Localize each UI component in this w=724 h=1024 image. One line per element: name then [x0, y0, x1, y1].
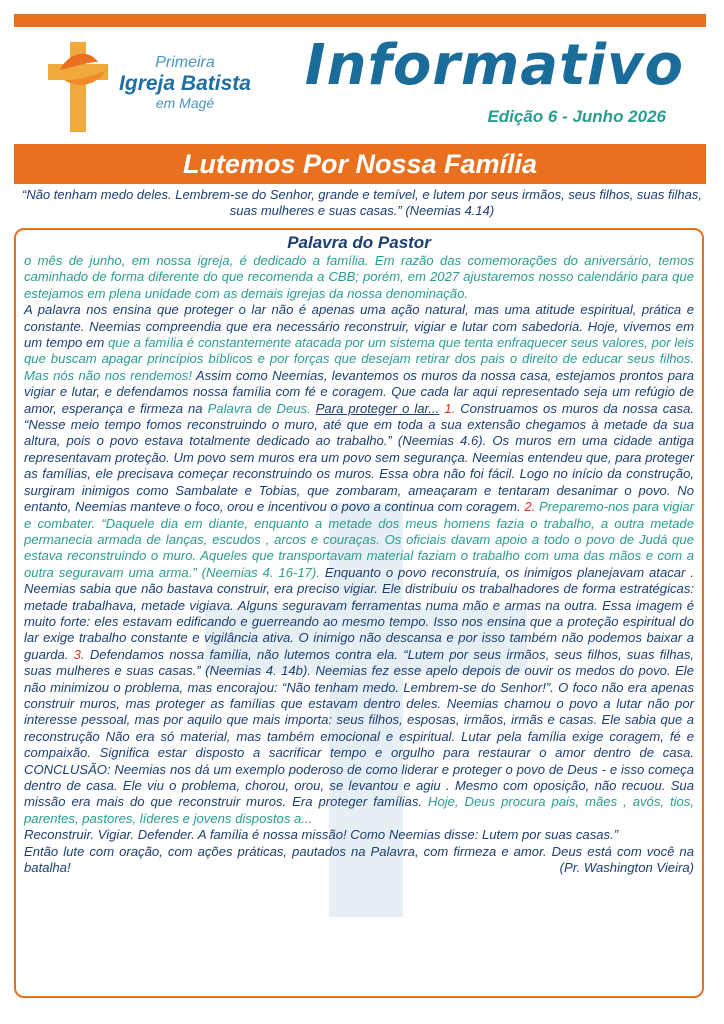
- epigraph-quote: “Não tenham medo deles. Lembrem-se do Senhor, grande e temível, e lutem por seus irmãos, seus filhos, suas filhas, suas mulheres e suas casas.” (Neemias 4.14): [22, 187, 702, 218]
- article-text-segment: Reconstruir. Vigiar. Defender. A família é nossa missão! Como Neemias disse: Lutem por suas casas.”: [24, 827, 619, 843]
- top-accent-bar: [14, 14, 706, 27]
- cross-icon: [48, 42, 108, 132]
- article-text-segment: A palavra nos ensina que proteger o lar não é apenas uma ação natural, mas uma atitude espiritual, prática e constante. Neemias compreendia que era necessário reconstruir, vigiar e lutar com sabedoria. Hoje, vivemos em um tempo em: [24, 302, 694, 351]
- article-text-segment: que a família é constantemente atacada por um sistema que tenta enfraquecer seus valores, por leis que buscam apagar princípios bíblicos e por forças que desejam retirar dos pais o direito de educar seus filhos. Mas nós não nos rendemos!: [24, 335, 694, 383]
- point-number: 2.: [524, 499, 536, 515]
- headline-banner: Lutemos Por Nossa Família: [14, 144, 706, 184]
- article-text-segment: Preparemo-nos para vigiar e combater. “Daquele dia em diante, enquanto a metade dos meus homens fazia o trabalho, a outra metade permanecia armada de lanças, escudos , arcos e couraças. Os oficiais davam apoio a todo o povo de Judá que estava reconstruindo o muro. Aqueles que transportavam material faziam o trabalho com uma das mãos e com a outra seguravam uma arma.” (Neemias 4. 16-17).: [24, 499, 695, 580]
- article-text-segment: Construamos os muros da nossa casa. “Nesse meio tempo fomos reconstruindo o muro, até que em toda a sua extensão chegamos à metade da sua altura, pois o povo estava totalmente dedicado ao trabalho.” (Neemias 4.6). Os muros em uma cidade antiga representavam proteção. Um povo sem muros era um povo sem segurança. Neemias entendeu que, para proteger as famílias, ele precisava começar reconstruindo os muros. Essa obra não foi fácil. Logo no início da construção, surgiram inimigos como Sambalate e Tobias, que zombaram, ameaçaram e tentaram desanimar o povo. No entanto, Neemias manteve o foco, orou e incentivou o povo a continua com coragem.: [24, 400, 694, 515]
- point-number: 1.: [444, 400, 456, 416]
- signature: (Pr. Washington Vieira): [559, 860, 694, 876]
- article-text-segment: Então lute com oração, com ações práticas, pautados na Palavra, com firmeza e amor. Deus está com você na batalha!: [24, 843, 694, 876]
- article-text-segment: o mês de junho, em nossa igreja, é dedicado a família. Em razão das comemorações do aniversário, temos caminhado de forma diferente do que recomenda a CBB; porém, em 2027 ajustaremos nosso calendário para que estejamos em plena unidade com as demais igrejas da nossa denominação.: [24, 253, 694, 301]
- article-body: [16, 253, 702, 876]
- article-text-segment: Defendamos nossa família, não lutemos contra ela. “Lutem por seus irmãos, seus filhos, suas filhas, suas mulheres e suas casas.” (Neemias 4. 14b). Neemias fez esse apelo depois de ouvir os medos do povo. Ele não minimizou o problema, mas encorajou: “Não tenham medo. Lembrem-se do Senhor!”. O foco não era apenas construir muros, mas proteger as famílias que estavam dentro deles. Neemias chamou o povo a lutar não por interesse pessoal, mas por aquilo que mais importa: seus filhos, esposas, irmãos, irmãs e casas. Ele sabia que a reconstrução Não era só material, mas também emocional e espiritual. Lutar pela família exige coragem, fé e compaixão. Significa estar disposto a sacrificar tempo e orgulho para restaurar o amor dentro de casa. CONCLUSÃO: Neemias nos dá um exemplo poderoso de como liderar e proteger o povo de Deus - e isso começa dentro de casa. Ele viu o problema, chorou, orou, se levantou e agiu . Mesmo com oposição, não recuou. Sua missão era mais do que reconstruir muros. Era proteger famílias.: [24, 646, 694, 810]
- article-text-segment: Assim como Neemias, levantemos os muros da nossa casa, estejamos prontos para vigiar e lutar, e defendamos nossa família com fé e coragem. Que cada lar aqui representado seja um refúgio de amor, esperança e firmeza na: [24, 367, 694, 416]
- article-text-segment: Hoje, Deus procura pais, mães , avós, tios, parentes, pastores, líderes e jovens dispostos a...: [24, 794, 694, 826]
- logo-line-1: Primeira: [155, 54, 215, 71]
- article-text-segment: Enquanto o povo reconstruía, os inimigos planejavam atacar . Neemias sabia que não bastava construir, era preciso vigiar. Ele distribuiu os trabalhadores de forma estratégicas: metade trabalhava, metade vigiava. Alguns seguravam ferramentas numa mão e armas na outra. Essa imagem é muito forte: eles estavam edificando e guerreando ao mesmo tempo. Isso nos ensina que a proteção espiritual do lar exige trabalho constante e vigilância ativa. O inimigo não descansa e por isso também não podemos baixar a guarda.: [24, 564, 694, 662]
- logo-line-3: em Magé: [155, 95, 215, 111]
- masthead-title: Informativo: [304, 33, 684, 98]
- edition-label: Edição 6 - Junho 2026: [487, 107, 666, 126]
- pastor-article-box: [14, 228, 704, 998]
- point-number: 3.: [73, 646, 85, 662]
- article-title: Palavra do Pastor: [287, 233, 431, 252]
- article-text-segment: Palavra de Deus.: [207, 400, 316, 416]
- article-text-segment: Para proteger o lar...: [315, 400, 440, 416]
- logo-line-2: Igreja Batista: [119, 72, 251, 95]
- church-name: [100, 55, 270, 110]
